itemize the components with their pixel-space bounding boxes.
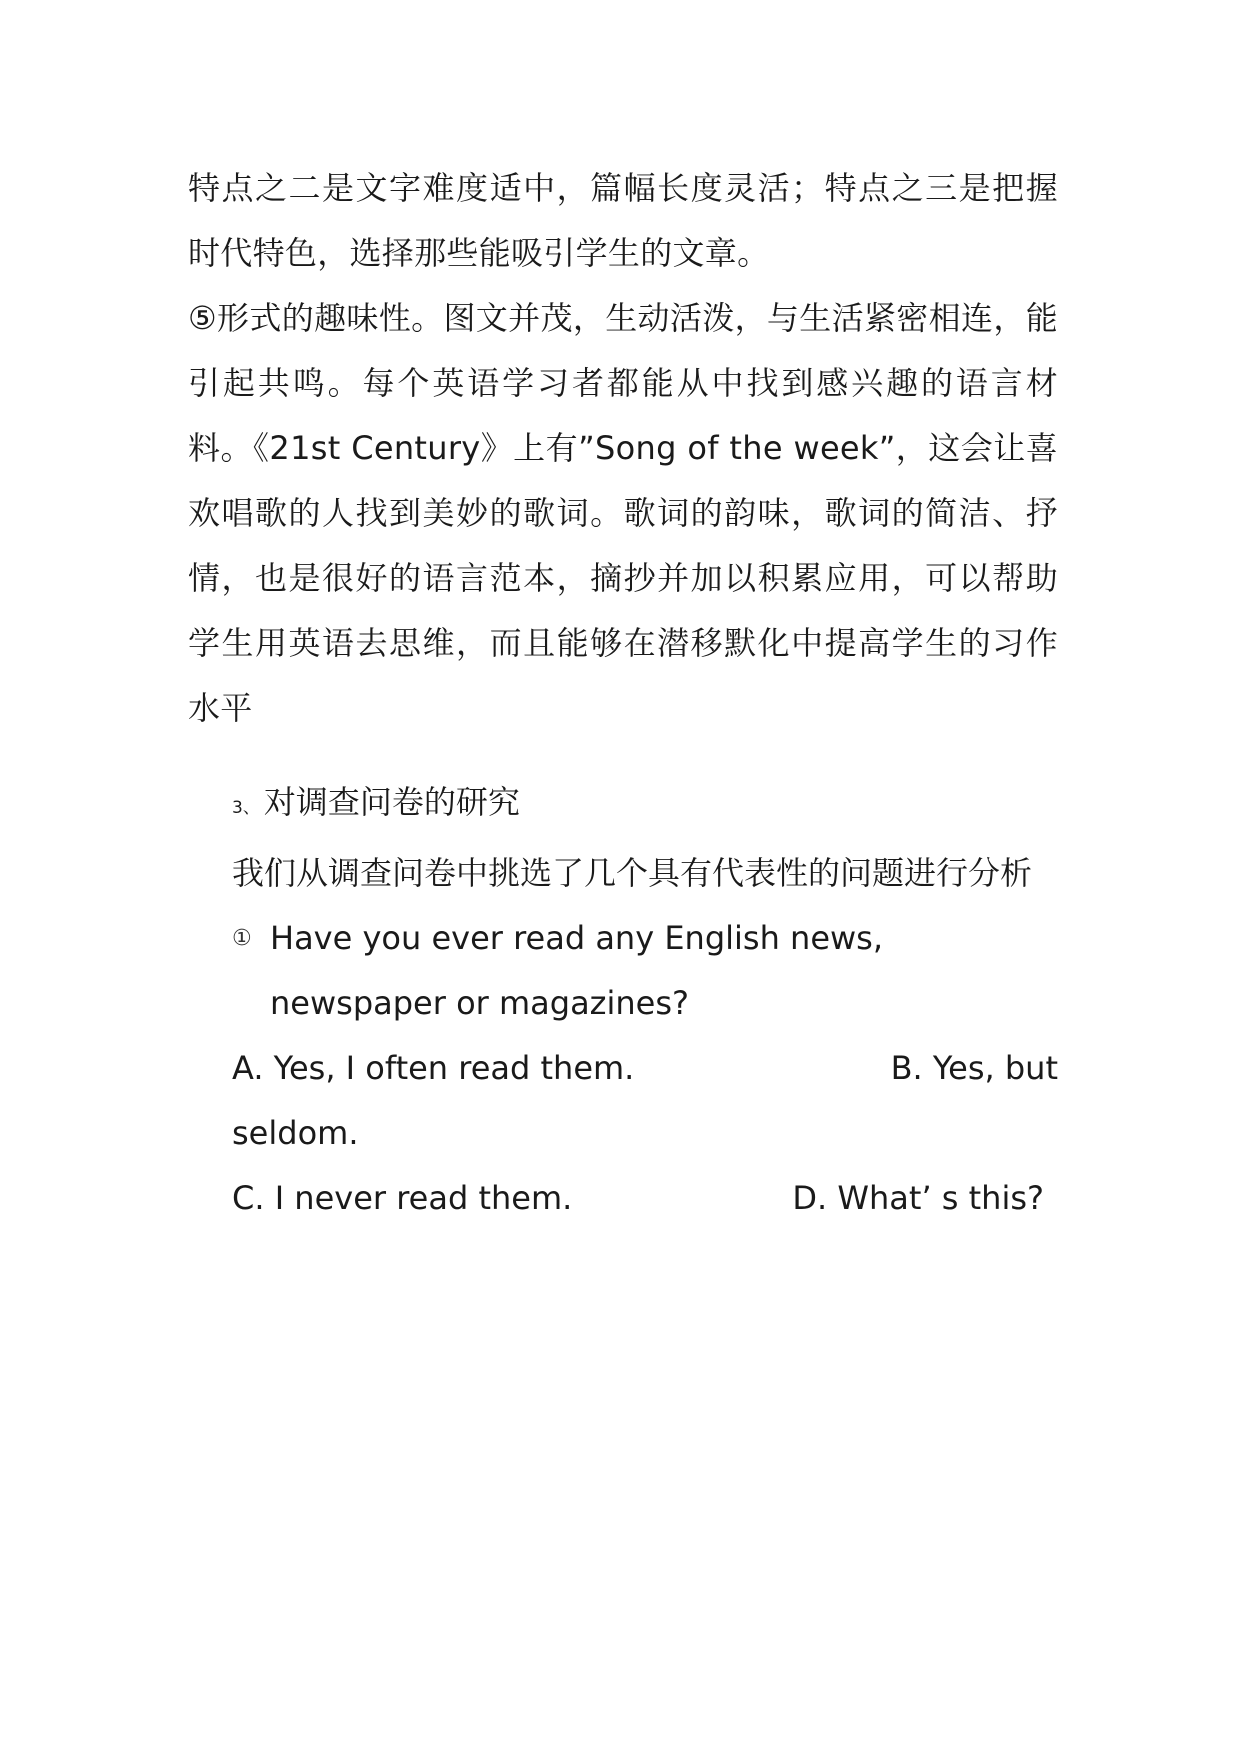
section-intro: 我们从调查问卷中挑选了几个具有代表性的问题进行分析 bbox=[232, 854, 1033, 892]
question-number-marker: ① bbox=[232, 926, 252, 951]
option-b-head: B. Yes, but bbox=[890, 1049, 1058, 1087]
options-row-ab bbox=[232, 1036, 1058, 1101]
options-row-cd bbox=[232, 1166, 1058, 1231]
section-number: 3、 bbox=[232, 798, 260, 818]
question-text: Have you ever read any English news, newspaper or magazines? bbox=[270, 919, 884, 1022]
option-c: C. I never read them. bbox=[232, 1179, 573, 1217]
paragraph-features-two-three: 特点之二是文字难度适中，篇幅长度灵活；特点之三是把握时代特色，选择那些能吸引学生的文章。 bbox=[188, 169, 1058, 272]
option-d: D. What’ s this? bbox=[792, 1179, 1044, 1217]
option-a: A. Yes, I often read them. bbox=[232, 1049, 635, 1087]
option-b-tail: seldom. bbox=[232, 1114, 359, 1152]
section-title: 对调查问卷的研究 bbox=[263, 783, 520, 821]
section-survey-research bbox=[232, 770, 1058, 1231]
body-text bbox=[188, 156, 1058, 741]
section-heading bbox=[232, 770, 1058, 841]
survey-question-1 bbox=[232, 906, 1058, 1036]
paragraph-fun-form: ⑤形式的趣味性。图文并茂，生动活泼，与生活紧密相连，能引起共鸣。每个英语学习者都能从中找到感兴趣的语言材料。《21st Century》上有”Song of the week”，这会让喜欢唱歌的人找到美妙的歌词。歌词的韵味，歌词的简洁、抒情，也是很好的语言范本，摘抄并加以积累应用，可以帮助学生用英语去思维，而且能够在潜移默化中提高学生的习作水平 bbox=[188, 299, 1058, 727]
